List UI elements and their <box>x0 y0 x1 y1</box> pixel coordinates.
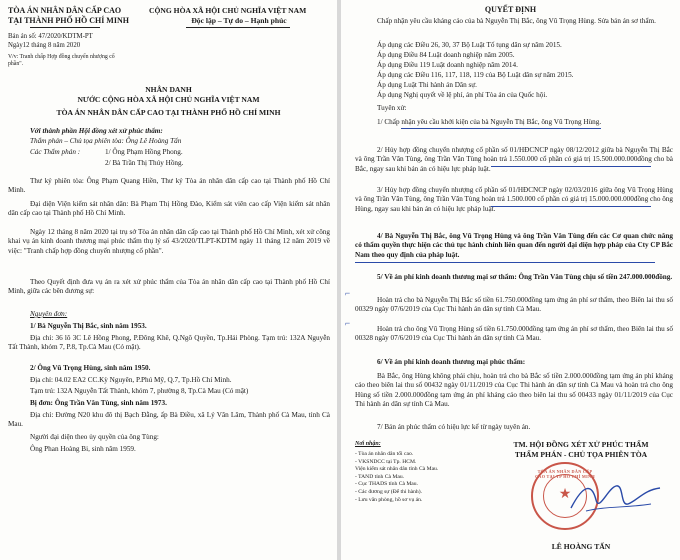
law-1: Áp dụng các Điều 26, 30, 37 Bộ Luật Tố tụng dân sự năm 2015. <box>377 41 562 49</box>
plaintiff-1-address: Địa chỉ: 36 lô 3C Lê Hồng Phong, P.Đông Khê, Q.Ngô Quyền, Tp.Hải Phòng. Tạm trú: 132A Nguyễn Tất Thành, khóm 7, P.8, Tp.Cà Mau (Có mặt). <box>8 334 330 352</box>
panel-intro: Với thành phần Hội đồng xét xử phúc thẩm: <box>30 127 163 135</box>
case-date: Ngày12 tháng 8 năm 2020 <box>8 42 81 49</box>
star-icon: ★ <box>558 487 572 502</box>
plaintiff-2-temp-address: Tạm trú: 132A Nguyễn Tất Thành, khóm 7, phường 8, Tp.Cà Mau (Có mặt) <box>30 387 249 395</box>
law-5: Áp dụng Luật Thi hành án Dân sự. <box>377 81 477 89</box>
nation-title: CỘNG HÒA XÃ HỘI CHỦ NGHĨA VIỆT NAM <box>149 6 307 15</box>
case-subject: V/v: Tranh chấp Hợp đồng chuyển nhượng cổ phần". <box>8 54 115 68</box>
verdict-item-2: 2/ Hủy hợp đồng chuyển nhượng cổ phần số 01/HĐCNCP ngày 08/12/2012 giữa bà Nguyễn Thị Bắc và ông Trần Văn Tùng, ông Trần Văn Tùng hoàn trả 1.550.000 cổ phần có giá trị 15.500.000.000đồng cho bà Bắc, ngay sau khi bản án có hiệu lực pháp luật. <box>355 146 673 173</box>
representative-label: Người đại diện theo ủy quyền của ông Tùng: <box>30 433 159 441</box>
defendant-address: Địa chỉ: Đường N20 khu đô thị Bạch Đằng, ấp Bà Điều, xã Lý Văn Lâm, Thành phố Cà Mau, tỉnh Cà Mau. <box>8 411 330 429</box>
verdict-item-6a: Bà Bắc, ông Hùng không phải chịu, hoàn trả cho bà Bắc số tiền 2.000.000đồng tạm ứng án phí kháng cáo theo biên lai thu số 00432 ngày 01/11/2019 của Cục Thi hành án dân sự tỉnh Cà Mau và hoàn trả cho ông Hùng số tiền 2.000.000đồng tạm ứng án phí kháng cáo theo biên lai thu số 00433 ngày 01/11/2019 của Cục Thi hành án dân sự tỉnh Cà Mau. <box>355 372 673 409</box>
judges-label: Các Thẩm phán : <box>30 148 81 156</box>
heading-in-the-name: NHÂN DANH <box>145 85 192 94</box>
verdict-item-1: 1/ Chấp nhận yêu cầu khởi kiện của bà Nguyễn Thị Bắc, ông Vũ Trọng Hùng. <box>377 118 602 126</box>
judge-2: 2/ Bà Trần Thị Thúy Hồng. <box>105 159 184 167</box>
plaintiff-2-name: 2/ Ông Vũ Trọng Hùng, sinh năm 1950. <box>30 364 151 372</box>
judge-1: 1/ Ông Phạm Hồng Phong. <box>105 148 183 156</box>
ink-bracket-mark: ⌐ <box>345 318 351 328</box>
defendant-name: Bị đơn: Ông Trần Văn Tùng, sinh năm 1973. <box>30 399 167 407</box>
verdict-item-4: 4/ Bà Nguyễn Thị Bắc, ông Vũ Trọng Hùng và ông Trần Văn Tùng đến các Cơ quan chức năng có thẩm quyền thực hiện các thủ tục hành chính liên quan đến người đại diện hợp pháp của Cty CP Bắc Nam theo quy định của pháp luật. <box>355 232 673 259</box>
recipient-item: Viện kiểm sát nhân dân tỉnh Cà Mau. <box>355 466 439 473</box>
recipient-item: - Các đương sự (Để thi hành). <box>355 489 422 495</box>
motto-underline <box>186 27 290 28</box>
handwritten-signature <box>566 478 666 518</box>
court-name-line1: TÒA ÁN NHÂN DÂN CẤP CAO <box>8 6 122 15</box>
verdict-label: Tuyên xử: <box>377 104 407 112</box>
decision-title: QUYẾT ĐỊNH <box>484 5 537 14</box>
case-number: Bản án số: 47/2020/KDTM-PT <box>8 33 93 40</box>
clerk-paragraph: Thư ký phiên tòa: Ông Phạm Quang Hiền, Thư ký Tòa án nhân dân cấp cao tại Thành phố Hồ Chí Minh. <box>8 177 330 195</box>
stamp-text: TÒA ÁN NHÂN DÂN CẤP CAO TẠI TP HỒ CHÍ MINH <box>535 469 595 479</box>
ink-bracket-mark: ⌐ <box>345 288 351 298</box>
recipient-item: - Cục THADS tỉnh Cà Mau. <box>355 481 418 488</box>
plaintiff-label: Nguyên đơn: <box>30 310 68 318</box>
law-3: Áp dụng Điều 119 Luật doanh nghiệp năm 2014. <box>377 61 518 69</box>
trial-paragraph: Ngày 12 tháng 8 năm 2020 tại trụ sở Tòa án nhân dân cấp cao tại Thành phố Hồ Chí Minh, xét xử công khai vụ án kinh doanh thương mại phúc thẩm thụ lý số 43/2020/TLPT-KDTM ngày 11 tháng 12 năm 2019 về việc: "Tranh chấp hợp đồng chuyển nhượng cổ phần". <box>8 228 330 255</box>
recipient-item: - VKSNDCC tại Tp. HCM. <box>355 458 417 465</box>
law-6: Áp dụng Nghị quyết về lệ phí, án phí Tòa án của Quốc hội. <box>377 91 548 99</box>
ink-underline <box>401 128 601 129</box>
procurator-paragraph: Đại diện Viện kiểm sát nhân dân: Bà Phạm Thị Hồng Đào, Kiểm sát viên cao cấp Viện kiểm sát nhân dân cấp cao tại Thành phố Hồ Chí Minh. <box>8 200 330 218</box>
plaintiff-1-name: 1/ Bà Nguyễn Thị Bắc, sinh năm 1953. <box>30 322 147 330</box>
right-page <box>341 0 680 560</box>
signature-title-2: THẨM PHÁN - CHỦ TỌA PHIÊN TÒA <box>514 450 648 459</box>
heading-court: TÒA ÁN NHÂN DÂN CẤP CAO TẠI THÀNH PHỐ HỒ CHÍ MINH <box>56 108 281 117</box>
ink-underline <box>491 166 651 167</box>
signature-title-1: TM. HỘI ĐỒNG XÉT XỬ PHÚC THẨM <box>513 440 649 449</box>
ink-underline <box>491 206 651 207</box>
law-4: Áp dụng các Điều 116, 117, 118, 119 của Bộ Luật dân sự năm 2015. <box>377 71 574 79</box>
motto: Độc lập – Tự do – Hạnh phúc <box>191 16 287 25</box>
decision-paragraph: Theo Quyết định đưa vụ án ra xét xử phúc thẩm của Tòa án nhân dân cấp cao tại Thành phố Hồ Chí Minh, giữa các bên đương sự: <box>8 278 330 296</box>
court-underline <box>30 27 100 28</box>
signer-name: LÊ HOÀNG TẤN <box>551 542 611 551</box>
verdict-item-3: 3/ Hủy hợp đồng chuyển nhượng cổ phần số 01/HĐCNCP ngày 02/03/2016 giữa ông Vũ Trọng Hùng và ông Trần Văn Tùng, ông Trần Văn Tùng hoàn trả 1.500.000 cổ phần có giá trị 15.000.000.000đồng cho ông Hùng, ngay sau khi bản án có hiệu lực pháp luật. <box>355 186 673 213</box>
law-2: Áp dụng Điều 84 Luật doanh nghiệp năm 2005. <box>377 51 515 59</box>
decision-intro: Chấp nhận yêu cầu kháng cáo của bà Nguyễn Thị Bắc, ông Vũ Trọng Hùng. Sửa bản án sơ thẩm. <box>377 17 656 25</box>
left-page <box>0 0 337 560</box>
verdict-item-5b: Hoàn trả cho ông Vũ Trọng Hùng số tiền 61.750.000đồng tạm ứng án phí sơ thẩm, theo Biên lai thu số 00328 ngày 07/6/2019 của Cục Thi hành án dân sự tỉnh Cà Mau. <box>355 325 673 343</box>
recipients-label: Nơi nhận: <box>355 441 381 447</box>
verdict-item-7: 7/ Bản án phúc thẩm có hiệu lực kể từ ngày tuyên án. <box>377 423 531 431</box>
verdict-item-6: 6/ Về án phí kinh doanh thương mại phúc thẩm: <box>377 358 526 366</box>
ink-underline <box>355 262 655 263</box>
verdict-item-5: 5/ Về án phí kinh doanh thương mại sơ thẩm: Ông Trần Văn Tùng chịu số tiền 247.000.000đồng. <box>377 273 673 281</box>
verdict-item-5a: Hoàn trả cho bà Nguyễn Thị Bắc số tiền 61.750.000đồng tạm ứng án phí sơ thẩm, theo Biên lai thu số 00329 ngày 07/6/2019 của Cục Thi hành án dân sự tỉnh Cà Mau. <box>355 296 673 314</box>
presiding-judge: Thẩm phán – Chủ tọa phiên tòa: Ông Lê Hoàng Tấn <box>30 137 182 145</box>
court-name-line2: TẠI THÀNH PHỐ HỒ CHÍ MINH <box>8 16 129 25</box>
recipient-item: - Tòa án nhân dân tối cao. <box>355 451 414 457</box>
heading-republic: NƯỚC CỘNG HÒA XÃ HỘI CHỦ NGHĨA VIỆT NAM <box>77 95 260 104</box>
recipient-item: - Lưu văn phòng, hồ sơ vụ án. <box>355 496 423 503</box>
recipient-item: - TAND tỉnh Cà Mau. <box>355 473 405 480</box>
plaintiff-2-address: Địa chỉ: 04.02 EA2 CC.Kỳ Nguyên, P.Phú Mỹ, Q.7, Tp.Hồ Chí Minh. <box>30 376 232 384</box>
representative-name: Ông Phan Hoàng Bi, sinh năm 1959. <box>30 445 136 453</box>
